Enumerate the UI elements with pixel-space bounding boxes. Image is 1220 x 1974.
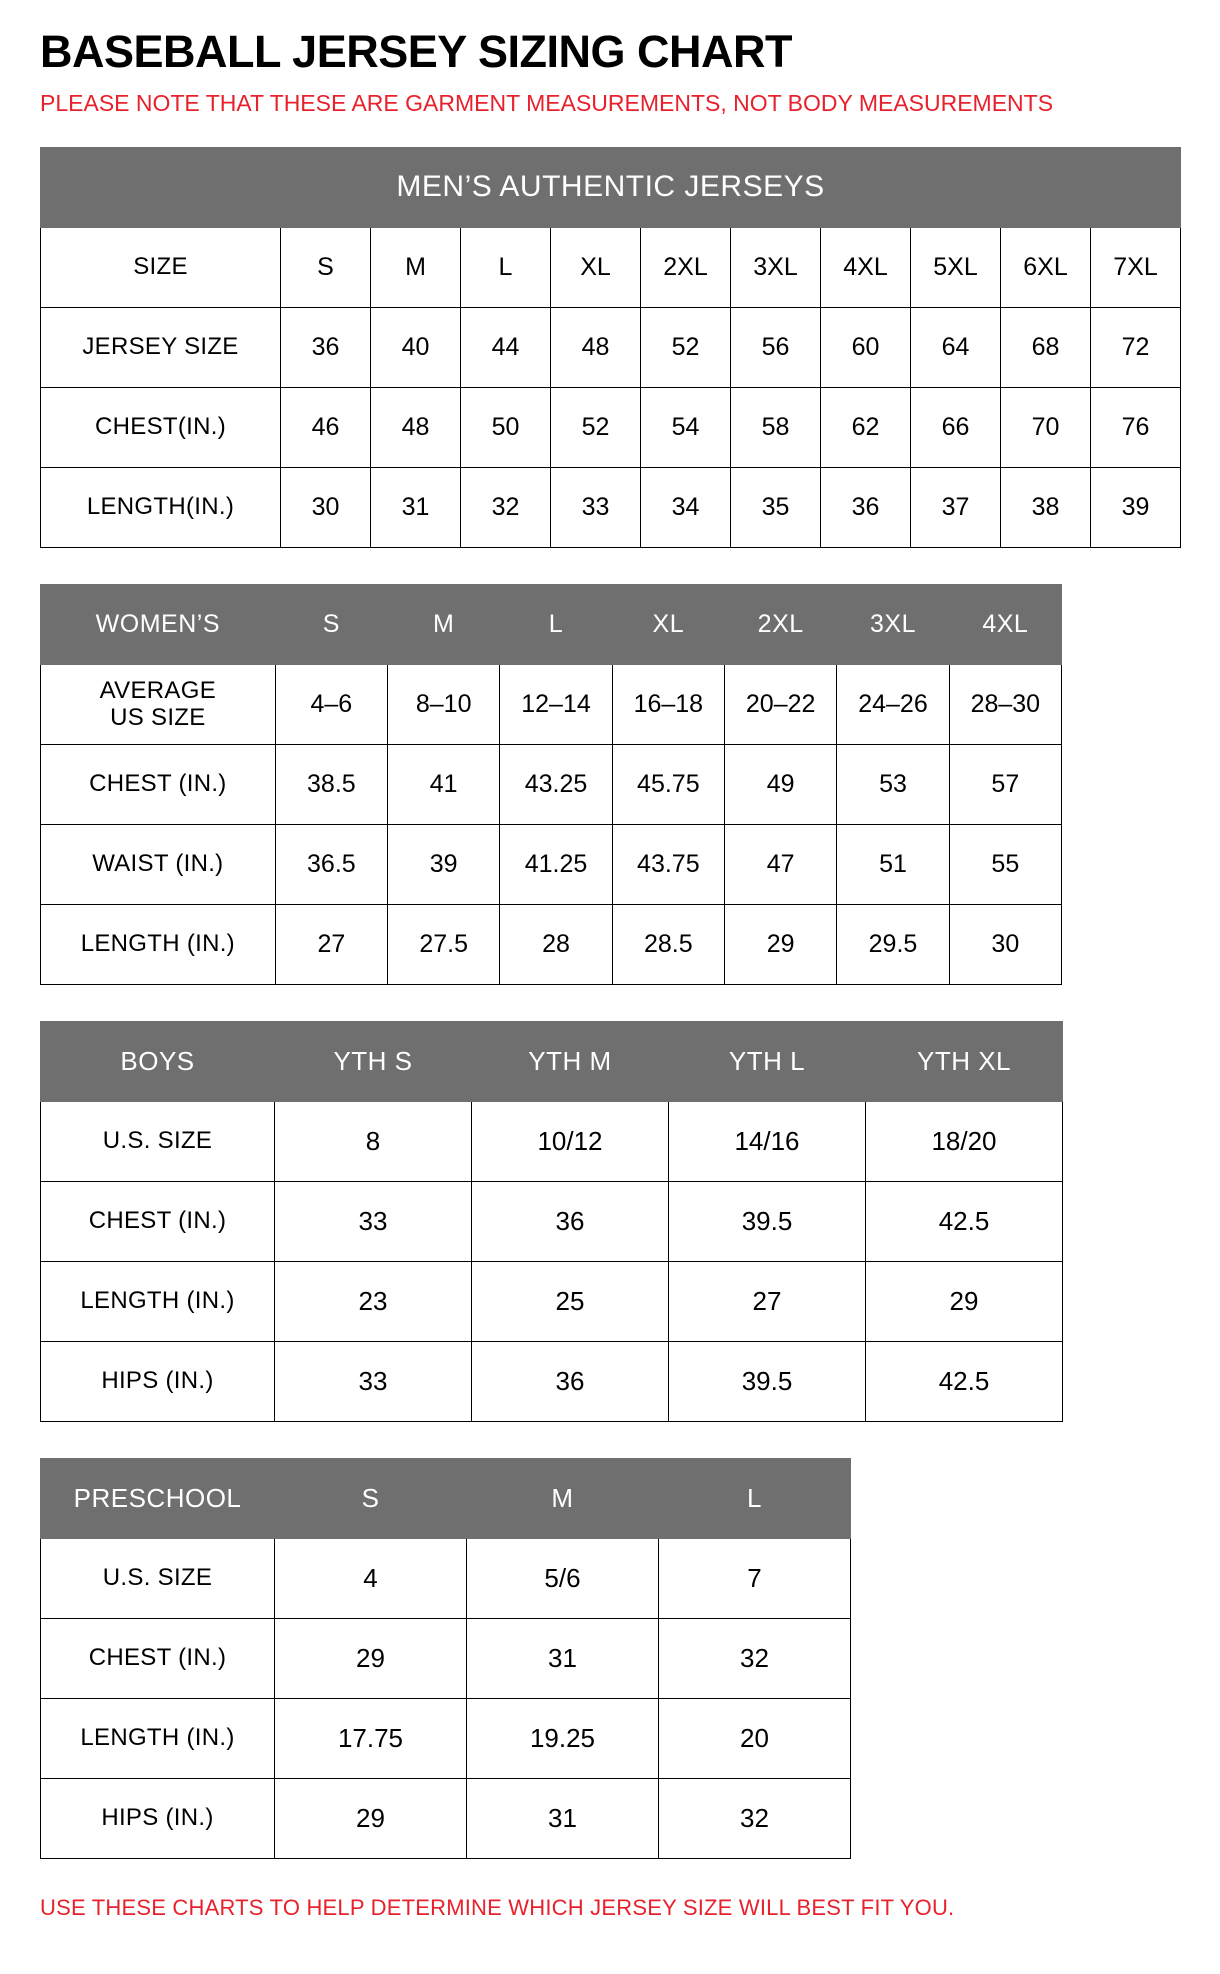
cell: 53 xyxy=(837,744,949,824)
preschool-sizing-table xyxy=(40,1458,851,1859)
cell: 68 xyxy=(1001,307,1091,387)
row-label: WAIST (IN.) xyxy=(41,824,276,904)
cell: 4 xyxy=(275,1538,467,1618)
column-header: S xyxy=(275,1458,467,1538)
table-header-row xyxy=(41,584,1062,664)
table-row xyxy=(41,1778,851,1858)
page-title: BASEBALL JERSEY SIZING CHART xyxy=(40,26,792,77)
footer-note: USE THESE CHARTS TO HELP DETERMINE WHICH JERSEY SIZE WILL BEST FIT YOU. xyxy=(40,1894,955,1920)
column-header: S xyxy=(275,584,387,664)
cell: 31 xyxy=(467,1778,659,1858)
cell: 29.5 xyxy=(837,904,949,984)
cell: 37 xyxy=(911,467,1001,547)
row-label: U.S. SIZE xyxy=(41,1538,275,1618)
cell: 72 xyxy=(1091,307,1181,387)
cell: 28 xyxy=(500,904,612,984)
cell: 20 xyxy=(659,1698,851,1778)
row-label-line1: AVERAGE xyxy=(99,676,217,704)
cell: 49 xyxy=(725,744,837,824)
column-header: YTH L xyxy=(669,1021,866,1101)
row-label xyxy=(41,664,276,744)
column-header: L xyxy=(659,1458,851,1538)
cell: 36 xyxy=(281,307,371,387)
cell: 32 xyxy=(461,467,551,547)
cell: 39 xyxy=(1091,467,1181,547)
cell: 29 xyxy=(866,1261,1063,1341)
table-row xyxy=(41,1698,851,1778)
cell: 47 xyxy=(725,824,837,904)
column-header: YTH M xyxy=(472,1021,669,1101)
cell: 43.25 xyxy=(500,744,612,824)
column-header: 7XL xyxy=(1091,227,1181,307)
column-header: WOMEN’S xyxy=(41,584,276,664)
cell: 70 xyxy=(1001,387,1091,467)
mens-banner: MEN’S AUTHENTIC JERSEYS xyxy=(41,147,1181,227)
cell: 60 xyxy=(821,307,911,387)
cell: 16–18 xyxy=(612,664,724,744)
cell: 56 xyxy=(731,307,821,387)
column-header: 2XL xyxy=(725,584,837,664)
cell: 33 xyxy=(275,1341,472,1421)
cell: 17.75 xyxy=(275,1698,467,1778)
cell: 62 xyxy=(821,387,911,467)
column-header: L xyxy=(461,227,551,307)
column-header: S xyxy=(281,227,371,307)
column-header: BOYS xyxy=(41,1021,275,1101)
cell: 4–6 xyxy=(275,664,387,744)
cell: 36 xyxy=(472,1341,669,1421)
row-label: CHEST (IN.) xyxy=(41,744,276,824)
cell: 52 xyxy=(641,307,731,387)
cell: 43.75 xyxy=(612,824,724,904)
cell: 33 xyxy=(551,467,641,547)
cell: 27.5 xyxy=(388,904,500,984)
cell: 36.5 xyxy=(275,824,387,904)
table-row xyxy=(41,387,1181,467)
column-header: XL xyxy=(612,584,724,664)
cell: 8 xyxy=(275,1101,472,1181)
table-row xyxy=(41,1618,851,1698)
column-header: SIZE xyxy=(41,227,281,307)
cell: 39.5 xyxy=(669,1181,866,1261)
table-banner-row xyxy=(41,147,1181,227)
table-row xyxy=(41,1538,851,1618)
cell: 39 xyxy=(388,824,500,904)
cell: 39.5 xyxy=(669,1341,866,1421)
column-header: M xyxy=(388,584,500,664)
cell: 14/16 xyxy=(669,1101,866,1181)
measurement-note: PLEASE NOTE THAT THESE ARE GARMENT MEASUREMENTS, NOT BODY MEASUREMENTS xyxy=(40,90,1054,117)
column-header: YTH S xyxy=(275,1021,472,1101)
cell: 38.5 xyxy=(275,744,387,824)
table-header-row xyxy=(41,1021,1063,1101)
row-label: JERSEY SIZE xyxy=(41,307,281,387)
column-header: 2XL xyxy=(641,227,731,307)
column-header: 4XL xyxy=(821,227,911,307)
cell: 51 xyxy=(837,824,949,904)
column-header: 3XL xyxy=(731,227,821,307)
row-label-line2: US SIZE xyxy=(110,704,206,732)
column-header: L xyxy=(500,584,612,664)
cell: 23 xyxy=(275,1261,472,1341)
cell: 28–30 xyxy=(949,664,1061,744)
cell: 30 xyxy=(281,467,371,547)
cell: 46 xyxy=(281,387,371,467)
cell: 42.5 xyxy=(866,1181,1063,1261)
cell: 29 xyxy=(725,904,837,984)
cell: 45.75 xyxy=(612,744,724,824)
cell: 8–10 xyxy=(388,664,500,744)
column-header: M xyxy=(467,1458,659,1538)
column-header: 3XL xyxy=(837,584,949,664)
cell: 10/12 xyxy=(472,1101,669,1181)
cell: 41 xyxy=(388,744,500,824)
cell: 24–26 xyxy=(837,664,949,744)
cell: 28.5 xyxy=(612,904,724,984)
cell: 19.25 xyxy=(467,1698,659,1778)
cell: 58 xyxy=(731,387,821,467)
cell: 35 xyxy=(731,467,821,547)
cell: 42.5 xyxy=(866,1341,1063,1421)
table-row xyxy=(41,1181,1063,1261)
cell: 32 xyxy=(659,1618,851,1698)
column-header: 4XL xyxy=(949,584,1061,664)
boys-sizing-table xyxy=(40,1021,1063,1422)
row-label: CHEST (IN.) xyxy=(41,1181,275,1261)
cell: 64 xyxy=(911,307,1001,387)
cell: 31 xyxy=(467,1618,659,1698)
table-header-row xyxy=(41,227,1181,307)
table-row xyxy=(41,307,1181,387)
cell: 30 xyxy=(949,904,1061,984)
cell: 40 xyxy=(371,307,461,387)
row-label: HIPS (IN.) xyxy=(41,1341,275,1421)
cell: 25 xyxy=(472,1261,669,1341)
row-label: LENGTH (IN.) xyxy=(41,1261,275,1341)
row-label: U.S. SIZE xyxy=(41,1101,275,1181)
column-header: 5XL xyxy=(911,227,1001,307)
cell: 7 xyxy=(659,1538,851,1618)
row-label: LENGTH(IN.) xyxy=(41,467,281,547)
table-row xyxy=(41,1261,1063,1341)
cell: 32 xyxy=(659,1778,851,1858)
cell: 52 xyxy=(551,387,641,467)
column-header: M xyxy=(371,227,461,307)
cell: 44 xyxy=(461,307,551,387)
column-header: 6XL xyxy=(1001,227,1091,307)
table-row xyxy=(41,467,1181,547)
table-row xyxy=(41,1101,1063,1181)
cell: 48 xyxy=(371,387,461,467)
cell: 29 xyxy=(275,1778,467,1858)
cell: 54 xyxy=(641,387,731,467)
column-header: XL xyxy=(551,227,641,307)
cell: 57 xyxy=(949,744,1061,824)
cell: 18/20 xyxy=(866,1101,1063,1181)
row-label: CHEST (IN.) xyxy=(41,1618,275,1698)
cell: 48 xyxy=(551,307,641,387)
cell: 34 xyxy=(641,467,731,547)
womens-sizing-table xyxy=(40,584,1062,985)
column-header: YTH XL xyxy=(866,1021,1063,1101)
table-row xyxy=(41,904,1062,984)
cell: 66 xyxy=(911,387,1001,467)
cell: 33 xyxy=(275,1181,472,1261)
cell: 12–14 xyxy=(500,664,612,744)
cell: 55 xyxy=(949,824,1061,904)
cell: 38 xyxy=(1001,467,1091,547)
row-label: CHEST(IN.) xyxy=(41,387,281,467)
cell: 27 xyxy=(669,1261,866,1341)
cell: 36 xyxy=(472,1181,669,1261)
cell: 29 xyxy=(275,1618,467,1698)
cell: 5/6 xyxy=(467,1538,659,1618)
row-label: LENGTH (IN.) xyxy=(41,904,276,984)
cell: 20–22 xyxy=(725,664,837,744)
mens-sizing-table xyxy=(40,147,1181,548)
cell: 31 xyxy=(371,467,461,547)
column-header: PRESCHOOL xyxy=(41,1458,275,1538)
cell: 27 xyxy=(275,904,387,984)
cell: 76 xyxy=(1091,387,1181,467)
table-row xyxy=(41,664,1062,744)
cell: 36 xyxy=(821,467,911,547)
cell: 41.25 xyxy=(500,824,612,904)
table-row xyxy=(41,744,1062,824)
row-label: HIPS (IN.) xyxy=(41,1778,275,1858)
cell: 50 xyxy=(461,387,551,467)
table-header-row xyxy=(41,1458,851,1538)
row-label: LENGTH (IN.) xyxy=(41,1698,275,1778)
table-row xyxy=(41,824,1062,904)
table-row xyxy=(41,1341,1063,1421)
